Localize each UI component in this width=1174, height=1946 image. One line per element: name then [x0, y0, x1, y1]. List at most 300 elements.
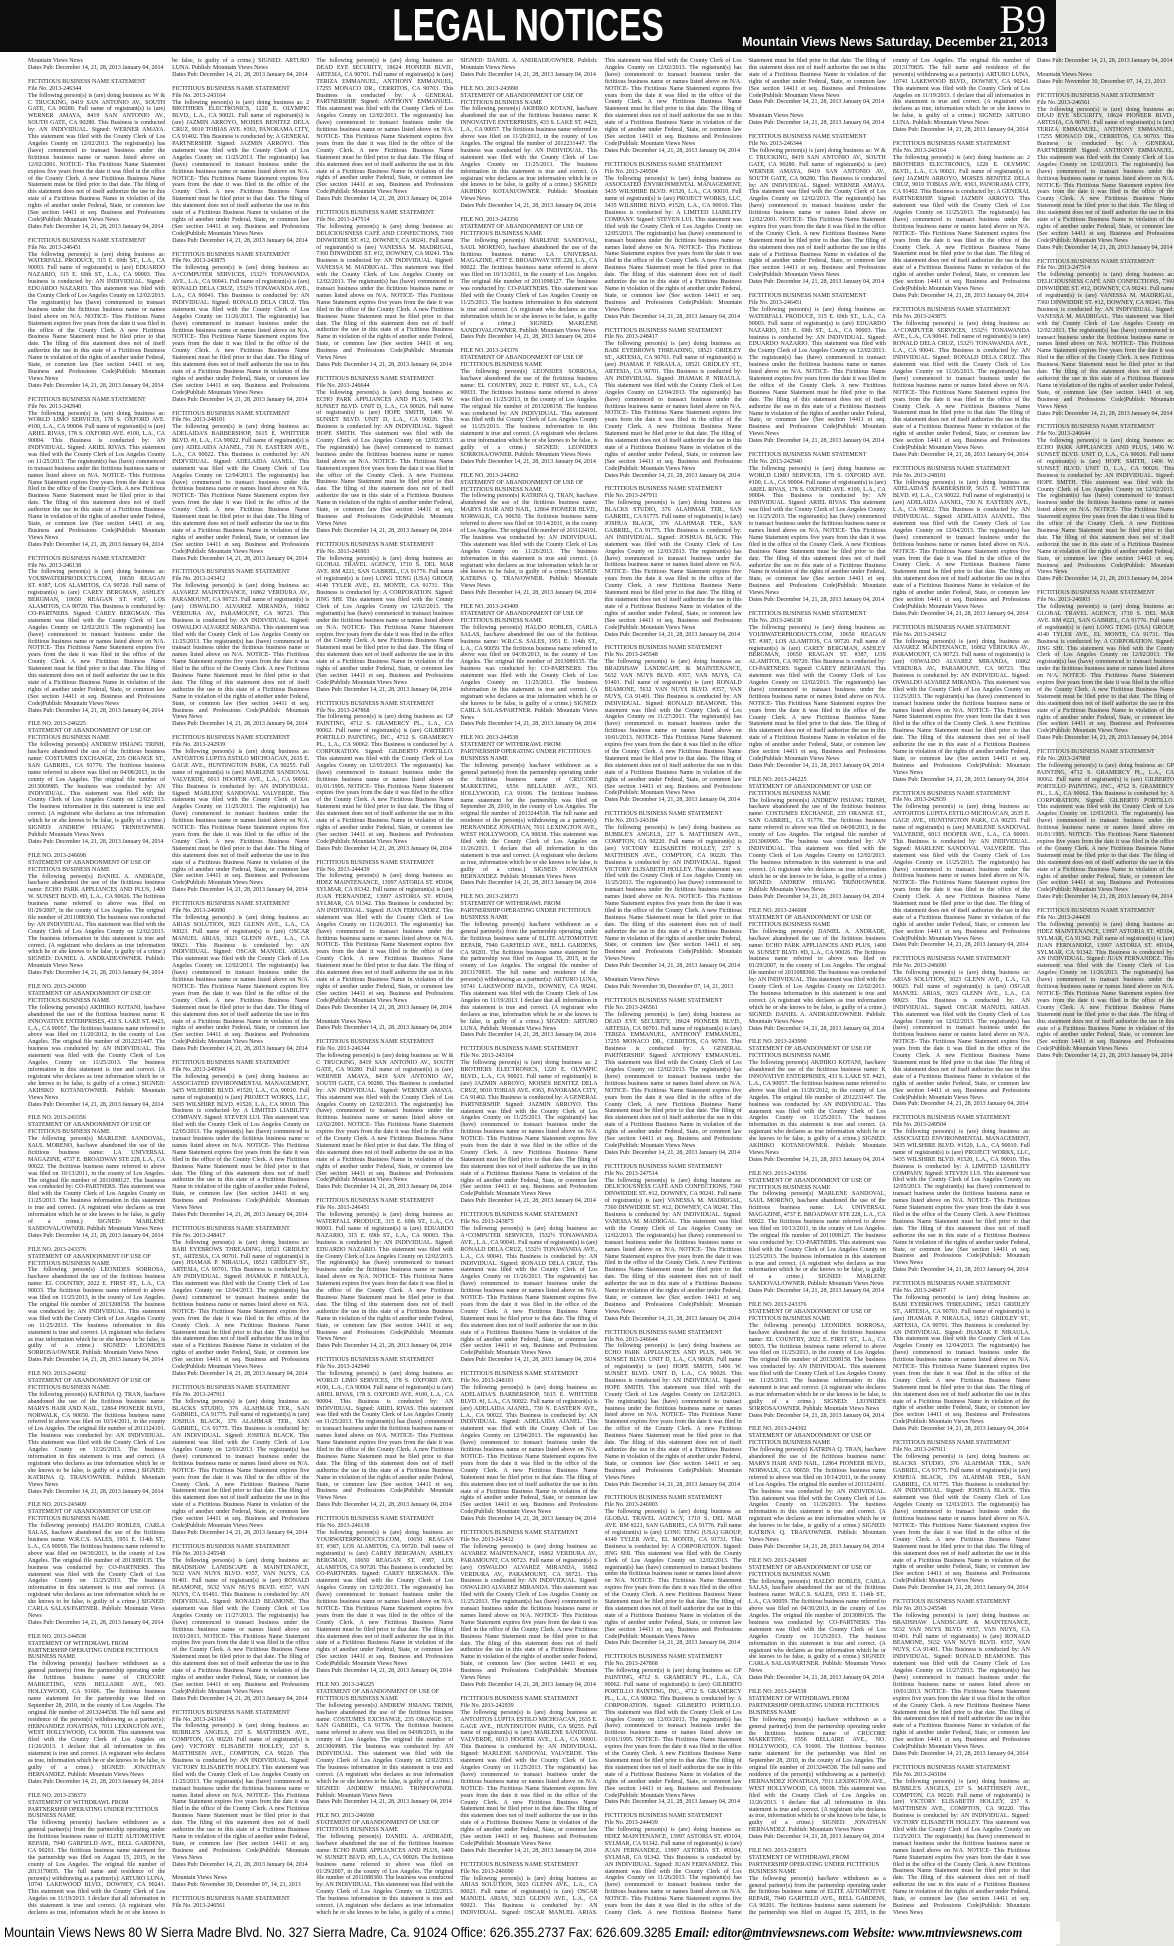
notice-heading: FICTITIOUS BUSINESS NAME STATEMENT — [604, 327, 723, 334]
notice-dates-pub: Dates Pub: December 14, 21, 28, 2013 January 04, 2014 — [1036, 894, 1173, 901]
notice-heading: STATEMENT OF ABANDONMENT OF USE OF FICTITIOUS BUSINESS NAME — [28, 859, 151, 873]
legal-notice — [172, 1060, 309, 1219]
legal-notice — [1037, 259, 1174, 418]
notice-body: The following person(s) is (are) doing business as: DELICIOUSNESS CAFÉ AND CONFECTIONS, 7360 DINWIDDIE ST. #12, DOWNEY, CA 90241. Full name of registrant(s) is (are) VANESSA M. MADRIGAL, 7360 DINWIDDIE ST. #12, DOWNEY, CA 90241. This Business is conducted by: AN INDIVIDUAL. Signed: VANESSA M. MADRIGAL. This statement was filed with the County Clerk of Los Angeles County on 12/02/2013. The registrant(s) has (have) commenced to transact business under the fictitious business name or names listed above on N/A. NOTICE- This Fictitious Name Statement expires five years from the date it was filed in the office of the County Clerk. A new Fictitious Business Name Statement must be filed prior to that date. The filing of this statement does not of itself authorize the use in this state of a Fictitious Business Name in violation of the rights of another under Federal, State, or common law (See section 14411 et seq. Business and Professions Code)Publish: Mountain Views News — [1036, 272, 1174, 410]
legal-notice — [316, 542, 453, 694]
notice-heading: FICTITIOUS BUSINESS NAME STATEMENT — [892, 790, 1011, 797]
notice-heading: File No. 2013-248417 — [892, 1288, 947, 1295]
notice-dates-pub: Dates Pub: December 14, 21, 28, 2013 January 04, 2014 — [172, 396, 308, 403]
notice-heading: File No. 2013-247514 — [316, 216, 370, 223]
notice-dates-pub: Dates Pub: December 14, 21, 28, 2013 January 04, 2014 — [28, 1778, 164, 1785]
notice-body: The following person(s) ANDREW HSIANG TRINH, has/have abandoned the use of the fictitious business name: COSTUMES EXCHANGE, 235 ORANGE ST., SAN GABRIEL, CA 91776. The fictitious business name referred to above was filed on 04/08/2013, in the county of Los Angeles. The original file number of 2013069985. The business was conducted by: AN INDIVIDUAL. This statement was filed with the County Clerk of Los Angeles County on 12/02/2013. The business information in this statement is true and correct. (A registrant who declares as true information which he or she knows to be false, is guilty of a crime.) SIGNED: ANDREW HSIANG TRINH/OWNER. Publish: Mountain Views News — [28, 742, 166, 838]
notice-dates-pub: Dates Pub: December 14, 21, 28, 2013 January 04, 2014 — [748, 279, 885, 286]
legal-notice — [605, 977, 742, 991]
notice-dates-pub: Dates Pub: December 14, 21, 28, 2013 January 04, 2014 — [460, 334, 596, 341]
notice-heading: FICTITIOUS BUSINESS NAME STATEMENT — [1036, 590, 1155, 597]
notice-heading: File No. 2013-247868 — [1036, 756, 1091, 763]
notice-dates-pub: Dates Pub: December 14, 21, 28, 2013 January 04, 2014 — [28, 382, 164, 389]
notice-heading: File No. 2013-246138 — [28, 562, 82, 569]
notice-body: The following person(s) is (are) doing business as: GLOBAL TRAVEL AGENCY, 1710 S. DEL MAR AVE. RM #221, SAN GABRIEL, CA 91776. Full name of registrant(s) is (are) LONG TENG (USA) GROUP, 4140 TYLER AVE., EL MONTE, CA 91731. This Business is conducted by: A CORPORATION. Signed: JING SHI. This statement was filed with the County Clerk of Los Angeles County on 12/02/2013. The registrant(s) has (have) commenced to transact business under the fictitious business name or names listed above on N/A. NOTICE- This Fictitious Name Statement expires five years from the date it was filed in the office of the County Clerk. A new Fictitious Business Name Statement must be filed prior to that date. The filing of this statement does not of itself authorize the use in this state of a Fictitious Business Name in violation of the rights of another under Federal, State, or common law (See section 14411 et seq. Business and Professions Code)Publish: Mountain Views News — [316, 555, 454, 686]
notice-body: The following person(s) is (are) doing business as: W & C TRUCKING, 8419 SAN ANTONIO AV., SOUTH GATE, CA 90280. Full name of registrant(s) is (are) WERNER AMAYA, 8419 SAN ANTONIO AV., SOUTH GATE, CA 90280. This Business is conducted by: AN INDIVIDUAL. Signed: WERNER AMAYA. This statement was filed with the County Clerk of Los Angeles County on 12/02/2013. The registrant(s) has (have) commenced to transact business under the fictitious business name or names listed above on 12/02/2001. NOTICE- This Fictitious Name Statement expires five years from the date it was filed in the office of the County Clerk. A new Fictitious Business Name Statement must be filed prior to that date. The filing of this statement does not of itself authorize the use in this state of a Fictitious Business Name in violation of the rights of another under Federal, State, or common law (See section 14411 et seq. Business and Professions Code)Publish: Mountain Views News — [28, 92, 166, 223]
notice-heading: FICTITIOUS BUSINESS NAME STATEMENT — [892, 624, 1011, 631]
notice-body: The following person(s) is (are) doing business as: ADELAIDA'S BARBERSHOP, 5615 E. WHITTIER BLVD. #J, L.A., CA 90022. Full name of registrant(s) is (are) ADELAIDA AJANEL, 730 N. EASTERN AVE., L.A., CA 90022. This Business is conducted by: AN INDIVIDUAL. Signed: ADELAIDA AJANEL. This statement was filed with the County Clerk of Los Angeles County on 12/04/2013. The registrant(s) has (have) commenced to transact business under the fictitious business name or names listed above on N/A. NOTICE- This Fictitious Name Statement expires five years from the date it was filed in the office of the County Clerk. A new Fictitious Business Name Statement must be filed prior to that date. The filing of this statement does not of itself authorize the use in this state of a Fictitious Business Name in violation of the rights of another under Federal, State, or common law (See section 14411 et seq. Business and Professions Code)Publish: Mountain Views News — [460, 1384, 598, 1516]
notice-dates-pub: Dates Pub: December 14, 21, 28, 2013 January 04, 2014 — [748, 597, 885, 604]
legal-notice — [172, 1226, 309, 1378]
legal-notice — [749, 1558, 886, 1682]
notice-heading: FICTITIOUS BUSINESS NAME STATEMENT — [604, 811, 723, 818]
legal-notice — [316, 1198, 453, 1350]
notice-dates-pub: Dates Pub: December 14, 21, 28, 2013 January 04, 2014 — [28, 970, 164, 977]
notice-heading: FILE NO. 2013-244538 — [460, 735, 519, 742]
notice-heading: File No. 2013-243875 — [172, 258, 226, 265]
notice-body: The following person(s) is (are) doing business as: ASSOCIATED ENVIRONMENTAL MANAGEMENT, 3435 WILSHIRE BLVD. #1520, L.A., CA 90010. Full name of registrant(s) is (are) PROJECT WORKS, LLC, 3435 WILSHIRE BLVD. #1520, L.A., CA 90010. This Business is conducted by: A LIMITED LIABILITY COMPANY. Signed: STEVEN LUI. This statement was filed with the County Clerk of Los Angeles County on 12/05/2013. The registrant(s) has (have) commenced to transact business under the fictitious business name or names listed above on N/A. NOTICE- This Fictitious Name Statement expires five years from the date it was filed in the office of the County Clerk. A new Fictitious Business Name Statement must be filed prior to that date. The filing of this statement does not of itself authorize the use in this state of a Fictitious Business Name in violation of the rights of another under Federal, State, or common law (See section 14411 et seq. Business and Professions Code)Publish: Mountain Views News — [604, 175, 742, 313]
notice-heading: FICTITIOUS BUSINESS NAME STATEMENT — [748, 134, 867, 141]
notice-heading: FILE NO. 2013-244392 — [748, 1426, 807, 1433]
notice-body: The following person(s) LEONIDES SORROSA, has/have abandoned the use of the fictitious business name: EL COUNTRY, 2022 E. FIRST ST., L.A., CA 90033. The fictitious business name referred to above was filed on 11/25/2013, in the county of Los Angeles. The original file number of 2013208158. The business was conducted by: AN INDIVIDUAL. This statement was filed with the County Clerk of Los Angeles County on 11/25/2013. The business information in this statement is true and correct. (A registrant who declares as true information which he or she knows to be false, is guilty of a crime.) SIGNED: LEONIDES SORROSA/OWNER. Publish: Mountain Views News — [748, 1322, 886, 1412]
notice-heading: FILE NO. 2013-238373 — [460, 894, 519, 901]
legal-notice — [605, 645, 742, 804]
notice-body: The following person(s) HALDO ROBLES, CARLA SALAS, has/have abandoned the use of the fictitious business name: W.R.C.S. SALES, 1951 E. 114th ST., L.A., CA 90059. The fictitious business name referred to above was filed on 04/30/2013, in the county of Los Angeles. The original file number of 2013089135. The business was conducted by: CO-PARTNERS. This statement was filed with the County Clerk of Los Angeles County on 11/25/2013. The business information in this statement is true and correct. (A registrant who declares as true information which he or she knows to be false, is guilty of a crime.) SIGNED: CARLA SALAS/PARTNER. Publish: Mountain Views News — [460, 624, 598, 721]
notice-heading: FICTITIOUS BUSINESS NAME STATEMENT — [172, 1896, 290, 1903]
notices-flow — [28, 58, 1174, 1920]
notice-heading: FICTITIOUS BUSINESS NAME STATEMENT — [460, 1046, 579, 1053]
notice-body: The following person(s) is (are) doing business as: ALVAREZ MAINTENANCE, 16862 VERDURA AV., PARAMOUNT, CA 90723. Full name of registrant(s) is (are) OSWALDO ALVAREZ MIRANDA, 16862 VERDURA AV., PARAMOUNT, CA 90723. This Business is conducted by: AN INDIVIDUAL. Signed: OSWALDO ALVAREZ MIRANDA. This statement was filed with the County Clerk of Los Angeles County on 11/25/2013. The registrant(s) has (have) commenced to transact business under the fictitious business name or names listed above on N/A. NOTICE- This Fictitious Name Statement expires five years from the date it was filed in the office of the County Clerk. A new Fictitious Business Name Statement must be filed prior to that date. The filing of this statement does not of itself authorize the use in this state of a Fictitious Business Name in violation of the rights of another under Federal, State, or common law (See section 14411 et seq. Business and Professions Code)Publish: Mountain Views News — [892, 638, 1030, 776]
notice-heading: STATEMENT OF ABANDONMENT OF USE OF FICTITIOUS BUSINESS NAME — [460, 92, 584, 106]
notice-body: The following person(s) is (are) doing business as: BUBBLE'S ANGELS, 237 S. MATTHISEN AVE., COMPTON, CA 90220. Full name of registrant(s) is (are) VICTORY ELISABETH HOLLEY, 237 S. MATTHISEN AVE., COMPTON, CA 90220. This Business is conducted by: AN INDIVIDUAL. Signed: VICTORY ELISABETH HOLLEY. This statement was filed with the County Clerk of Los Angeles County on 11/25/2013. The registrant(s) has (have) commenced to transact business under the fictitious business name or names listed above on N/A. NOTICE- This Fictitious Name Statement expires five years from the date it was filed in the office of the County Clerk. A new Fictitious Business Name Statement must be filed prior to that date. The filing of this statement does not of itself authorize the use in this state of a Fictitious Business Name in violation of the rights of another under Federal, State, or common law (See section 14411 et seq. Business and Professions Code)Publish: Mountain Views News — [604, 825, 742, 963]
notice-heading: File No. 2013-248101 — [172, 417, 226, 424]
notice-body: The following person(s) is (are) doing business as: 2 BROTHERS ELECTRONICS, 1220 E. OLYMPIC BLVD., L.A., CA 90021. Full name of registrant(s) is (are) JAZMIN ARROYO, MOISES BENITEZ DELA CRUZ, 9010 TOBIAS AVE. #363, PANORAMA CITY, CA 91402. This Business is conducted by: A GENERAL PARTNERSHIP. Signed: JAZMIN ARROYO. This statement was filed with the County Clerk of Los Angeles County on 11/25/2013. The registrant(s) has (have) commenced to transact business under the fictitious business name or names listed above on N/A. NOTICE- This Fictitious Name Statement expires five years from the date it was filed in the office of the County Clerk. A new Fictitious Business Name Statement must be filed prior to that date. The filing of this statement does not of itself authorize the use in this state of a Fictitious Business Name in violation of the rights of another under Federal, State, or common law (See section 14411 et seq. Business and Professions Code)Publish: Mountain Views News — [892, 154, 1030, 292]
notice-heading: FILE NO. 2013-243356 — [748, 1170, 807, 1177]
notice-heading: File No. 2013-243875 — [460, 1219, 514, 1226]
legal-notice — [749, 908, 886, 1032]
notice-body: The following person(s) MARLENE SANDOVAL, SAUL MORENO, has/have abandoned the use of the fictitious business name: LA UNIVERSAL MAGAZINE, 4737 E. BROADWAY STE 228, L.A., CA 90022. The fictitious business name referred to above was filed on 10/13/2011, in the county of Los Angeles. The original file number of 2011098127. The business was conducted by: CO-PARTNERS. This statement was filed with the County Clerk of Los Angeles County on 11/25/2013. The business information in this statement is true and correct. (A registrant who declares as true information which he or she knows to be false, is guilty of a crime.) SIGNED: MARLENE SANDOVAL/OWNER. Publish: Mountain Views News — [28, 1136, 166, 1232]
notice-heading: FICTITIOUS BUSINESS NAME STATEMENT — [172, 85, 290, 92]
notice-heading: FICTITIOUS BUSINESS NAME STATEMENT — [1036, 908, 1155, 915]
notice-heading: File No. 2013-244439 — [604, 1820, 658, 1827]
legal-notice — [460, 473, 597, 597]
footer-bar — [0, 1922, 1060, 1944]
legal-notice — [172, 1385, 309, 1537]
notice-heading: File No. 2013-247911 — [172, 1391, 226, 1398]
notice-heading: File No. 2013-246344 — [316, 1046, 370, 1053]
notice-body: The following person(s) is (are) doing business as: ANTOJITOS LUPITA ESTILO MICHOACAN, 2635 E. GAGE AVE., HUNTINGTON PARK, CA 90255. Full name of registrant(s) is (are) MARLENE SANDOVAL VALVERDE, 6013 HOOPER AVE., L.A., CA 90001. This Business is conducted by: AN INDIVIDUAL. Signed: MARLENE SANDOVAL VALVERDE. This statement was filed with the County Clerk of Los Angeles County on 11/25/2013. The registrant(s) has (have) commenced to transact business under the fictitious business name or names listed above on N/A. NOTICE- This Fictitious Name Statement expires five years from the date it was filed in the office of the County Clerk. A new Fictitious Business Name Statement must be filed prior to that date. The filing of this statement does not of itself authorize the use in this state of a Fictitious Business Name in violation of the rights of another under Federal, State, or common law (See section 14411 et seq. Business and Professions Code)Publish: Mountain Views News — [460, 1709, 598, 1847]
notice-dates-pub: Dates Pub: December 14, 21, 28, 2013 January 04, 2014 — [316, 686, 452, 693]
legal-notice — [749, 1039, 886, 1163]
notice-body: The following person(s) is (are) doing business as: BABI EYEBROWS THREADING, 18521 GRIDLEY ST., ARTESIA, CA 90701. Full name of registrant(s) is (are) JHAMAK P. NIRAULA, 18521 GRIDLEY ST., ARTESIA, CA 90701. This Business is conducted by: AN INDIVIDUAL. Signed: JHAMAK P. NIRAULA. This statement was filed with the County Clerk of Los Angeles County on 12/04/2013. The registrant(s) has (have) commenced to transact business under the fictitious business name or names listed above on N/A. NOTICE- This Fictitious Name Statement expires five years from the date it was filed in the office of the County Clerk. A new Fictitious Business Name Statement must be filed prior to that date. The filing of this statement does not of itself authorize the use in this state of a Fictitious Business Name in violation of the rights of another under Federal, State, or common law (See section 14411 et seq. Business and Professions Code)Publish: Mountain Views News — [892, 1294, 1030, 1426]
notice-body: The following person(s) is (are) doing business as: ARIAS SOLUTION, 3023 GLENN AVE., L.A., CA 90023. Full name of registrant(s) is (are) OSCAR MANUEL ARIAS, 3023 GLENN AVE., L.A., CA 90023. This Business is conducted by: AN INDIVIDUAL. Signed: OSCAR MANUEL ARIAS. This statement was filed with the County Clerk of Los Angeles County on 12/02/2013. The registrant(s) has (have) commenced to transact business under the fictitious business name or names listed above on N/A. NOTICE- This Fictitious Name Statement expires five years from the date it was filed in the office of the County Clerk. A new Fictitious Business Name Statement must be filed prior to that date. The filing of this statement does not of itself authorize the use in this state of a Fictitious Business Name in violation of the rights of another under Federal, State, or common law (See section 14411 et seq. Business and Professions Code)Publish: Mountain Views News — [892, 970, 1030, 1101]
notice-heading: STATEMENT OF WITHDRAWL FROM PARTNERSHIP OPERATING UNDER FICTITIOUS BUSINESS NAME — [460, 901, 591, 922]
notice-heading: FILE NO. 2013-244392 — [28, 1371, 86, 1378]
notice-body: The following person(s) is (are) doing business as: BLACKS STUDIO, 376 ALAHMAR TER., SAN GABRIEL, CA 91775. Full name of registrant(s) is (are) JOSHUA BLACK, 376 ALAHMAR TER., SAN GABRIEL, CA 91775. This Business is conducted by: AN INDIVIDUAL. Signed: JOSHUA BLACK. This statement was filed with the County Clerk of Los Angeles County on 12/03/2013. The registrant(s) has (have) commenced to transact business under the fictitious business name or names listed above on N/A. NOTICE- This Fictitious Name Statement expires five years from the date it was filed in the office of the County Clerk. A new Fictitious Business Name Statement must be filed prior to that date. The filing of this statement does not of itself authorize the use in this state of a Fictitious Business Name in violation of the rights of another under Federal, State, or common law (See section 14411 et seq. Business and Professions Code)Publish: Mountain Views News — [892, 1453, 1030, 1585]
legal-notice — [749, 1689, 886, 1841]
notice-heading: FILE NO. 2013-243990 — [460, 85, 519, 92]
notice-heading: STATEMENT OF WITHDRAWL FROM PARTNERSHIP OPERATING UNDER FICTITIOUS BUSINESS NAME — [28, 1799, 159, 1820]
notice-body: The following person(s) is (are) doing business as: WORLD LIMO SERVICES, 178 S. OXFORD AVE. #100, L.A., CA 90004. Full name of registrant(s) is (are) ARIEL RIVAS, 178 S. OXFORD AVE. #100, L.A., CA 90004. This Business is conducted by: AN INDIVIDUAL. Signed: ARIEL RIVAS. This statement was filed with the County Clerk of Los Angeles County on 11/25/2013. The registrant(s) has (have) commenced to transact business under the fictitious business name or names listed above on N/A. NOTICE- This Fictitious Name Statement expires five years from the date it was filed in the office of the County Clerk. A new Fictitious Business Name Statement must be filed prior to that date. The filing of this statement does not of itself authorize the use in this state of a Fictitious Business Name in violation of the rights of another under Federal, State, or common law (See section 14411 et seq. Business and Professions Code)Publish: Mountain Views News — [748, 465, 886, 597]
notice-body: Mountain Views News — [172, 1875, 227, 1882]
legal-notice — [893, 466, 1030, 618]
notice-dates-pub: Dates Pub: December 14, 21, 28, 2013 January 04, 2014 — [460, 880, 596, 887]
notice-heading: STATEMENT OF ABANDONMENT OF USE OF FICTITIOUS BUSINESS NAME — [748, 1177, 872, 1191]
legal-notice — [28, 984, 165, 1108]
notice-dates-pub: Dates Pub: December 14, 21, 28, 2013 January 04, 2014 — [28, 64, 164, 71]
legal-notice — [28, 1247, 165, 1364]
notice-heading: File No. 2013-246644 — [1036, 431, 1091, 438]
legal-notice — [172, 735, 309, 894]
notice-dates-pub: Dates Pub: December 14, 21, 28, 2013 January 04, 2014 — [316, 1799, 452, 1806]
notice-dates-pub: Dates Pub: December 14, 21, 28, 2013 January 04, 2014 — [28, 707, 164, 714]
notice-body: The following person(s) DANIEL A. ANDRADE, has/have abandoned the use of the fictitious business name: ECHO PARK APPLIANCES AND PLUS, 1400 W. SUNSET BLVD. #D, L.A., CA 90026. The fictitious business name referred to above was filed on 01/29/2007, in the county of Los Angeles. The original file number of 2011088360. The business was conducted by: AN INDIVIDUAL. This statement was filed with the County Clerk of Los Angeles County on 12/02/2013. The business information in this statement is true and correct. (A registrant who declares as true information which he or she knows to be false, is guilty of a crime.) SIGNED: DANIEL A. ANDRADE/OWNER. Publish: Mountain Views News — [316, 58, 598, 1916]
notice-heading: File No. 2013-246451 — [28, 244, 82, 251]
notice-body: The following person(s) has/have withdrawn as a general partner(s) from the partnership operating under the fictitious business name of CRUCORE MARKETING, 6556 BELLAIRE AVE., NO. HOLLYWOOD, CA 91606. The fictitious business name statement for the partnership was filed on September 28, 2010, in the county of Los Angeles. The original file number of 2013244538. The full name and residence of the person(s) withdrawing as a partner(s): HERNANDEZ JONATHAN, 7011 LEXINGTON AVE., WEST HOLLYWOOD, CA 90038. This statement was filed with the County Clerk of Los Angeles on 11/26/2013. I declare that all information in this statement is true and correct. (A registrant who declares as true, information which he or she knows to be false, is guilty of a crime.) SIGNED: JONATHAN HERNANDEZ. Publish: Mountain Views News — [460, 763, 598, 880]
notice-heading: STATEMENT OF WITHDRAWL FROM PARTNERSHIP OPERATING UNDER FICTITIOUS BUSINESS NAME — [28, 1640, 159, 1661]
notice-heading: File No. 2013-243164 — [460, 1053, 514, 1060]
legal-notice — [749, 113, 886, 127]
notice-dates-pub: Dates Pub: December 14, 21, 28, 2013 January 04, 2014 — [172, 1861, 308, 1868]
notice-heading: FICTITIOUS BUSINESS NAME STATEMENT — [604, 1163, 723, 1170]
legal-notice — [460, 1371, 597, 1523]
page-number: B9 — [999, 0, 1046, 42]
notice-dates-pub: Dates Pub: December 14, 21, 28, 2013 January 04, 2014 — [460, 458, 596, 465]
notice-body: The following person(s) is (are) doing business as: A+COMPUTER SERVICES, 1532½ TONAWANDA AVE., L.A., CA 90041. Full name of registrant(s) is (are) RONALD DELA CRUZ, 1532½ TONAWANDA AVE., L.A., CA 90041. This Business is conducted by: AN INDIVIDUAL. Signed: RONALD DELA CRUZ. This statement was filed with the County Clerk of Los Angeles County on 11/26/2013. The registrant(s) has (have) commenced to transact business under the fictitious business name or names listed above on N/A. NOTICE- This Fictitious Name Statement expires five years from the date it was filed in the office of the County Clerk. A new Fictitious Business Name Statement must be filed prior to that date. The filing of this statement does not of itself authorize the use in this state of a Fictitious Business Name in violation of the rights of another under Federal, State, or common law (See section 14411 et seq. Business and Professions Code)Publish: Mountain Views News — [460, 1226, 598, 1357]
notice-heading: FILE NO. 2013-246698 — [316, 1813, 375, 1820]
notice-body: The following person(s) has/have withdrawn as a general partner(s) from the partnership operating under the fictitious business name of ELITE AUTOMOTIVE REPAIR, 7940 GARFIELD AVE., BELL GARDENS, CA 90201. The fictitious business name statement for the partnership was filed on August 15, 2015, in the county of Los Angeles. The original file number of 2013170835. The full name and residence of the person(s) withdrawing as a partner(s): ARTURO LUNA, 10741 LAKEWOOD BLVD., DOWNEY, CA 90241. This statement was filed with the County Clerk of Los Angeles on 11/19/2013. I declare that all information in this statement is true and correct. (A registrant who declares as true, information which he or she knows to be false, is guilty of a crime.) SIGNED: ARTURO LUNA. Publish: Mountain Views News — [748, 58, 1030, 1917]
notice-heading: FICTITIOUS BUSINESS NAME STATEMENT — [892, 140, 1011, 147]
legal-notice — [28, 1502, 165, 1626]
notice-heading: FICTITIOUS BUSINESS NAME STATEMENT — [28, 555, 146, 562]
notice-body: The following person(s) is (are) doing business as: ECHO PARK APPLIANCES AND PLUS, 1406 W. SUNSET BLVD. UNIT D, L.A., CA 90026. Full name of registrant(s) is (are) HOPE SMITH, 1406 W. SUNSET BLVD. UNIT D, L.A., CA 90026. This Business is conducted by: AN INDIVIDUAL. Signed: HOPE SMITH. This statement was filed with the County Clerk of Los Angeles County on 12/02/2013. The registrant(s) has (have) commenced to transact business under the fictitious business name or names listed above on N/A. NOTICE- This Fictitious Name Statement expires five years from the date it was filed in the office of the County Clerk. A new Fictitious Business Name Statement must be filed prior to that date. The filing of this statement does not of itself authorize the use in this state of a Fictitious Business Name in violation of the rights of another under Federal, State, or common law (See section 14411 et seq. Business and Professions Code)Publish: Mountain Views News — [604, 1343, 742, 1481]
legal-notice — [605, 486, 742, 638]
legal-notice — [749, 293, 886, 445]
notice-dates-pub: Dates Pub: December 14, 21, 28, 2013 January 04, 2014 — [604, 1481, 741, 1488]
legal-notice — [1037, 749, 1174, 901]
notice-heading: FILE NO. 2013-246225 — [316, 1682, 375, 1688]
notice-heading: STATEMENT OF WITHDRAWL FROM PARTNERSHIP OPERATING UNDER FICTITIOUS BUSINESS NAME — [748, 1696, 880, 1716]
notice-body: The following person(s) is (are) doing business as: YOURWATERPRODUCTS.COM, 10650 REAGAN ST. #387, LOS ALAMITOS, CA 90720. Full name of registrant(s) is (are) CAREY BERGMAN, ASHLEY BERGMAN, 10650 REAGAN ST. #387, LOS ALAMITOS, CA 90720. This Business is conducted by: CO-PARTNERS. Signed: CAREY BERGMAN. This statement was filed with the County Clerk of Los Angeles County on 12/02/2013. The registrant(s) has (have) commenced to transact business under the fictitious business name or names listed above on N/A. NOTICE- This Fictitious Name Statement expires five years from the date it was filed in the office of the County Clerk. A new Fictitious Business Name Statement must be filed prior to that date. The filing of this statement does not of itself authorize the use in this state of a Fictitious Business Name in violation of the rights of another under Federal, State, or common law (See section 14411 et seq. Business and Professions Code)Publish: Mountain Views News — [316, 1529, 454, 1668]
legal-notice — [1037, 590, 1174, 742]
notice-body: The following person(s) KATRINA Q. TRAN, has/have abandoned the use of the fictitious business name: MARYS HAIR AND NAIL, 12864 PIONEER BLVD., NORWALK, CA 90650. The fictitious business name referred to above was filed on 10/14/2011, in the county of Los Angeles. The original file number of 2011124191. The business was conducted by: AN INDIVIDUAL. This statement was filed with the County Clerk of Los Angeles County on 11/26/2013. The business information in this statement is true and correct. (A registrant who declares as true information which he or she knows to be false, is guilty of a crime.) SIGNED: KATRINA Q. TRAN/OWNER. Publish: Mountain Views News — [748, 1447, 886, 1543]
legal-notice — [28, 556, 165, 715]
legal-notice — [460, 1696, 597, 1855]
notice-body: The following person(s) is (are) doing business as: DELICIOUSNESS CAFÉ AND CONFECTIONS, 7360 DINWIDDIE ST. #12, DOWNEY, CA 90241. Full name of registrant(s) is (are) VANESSA M. MADRIGAL, 7360 DINWIDDIE ST. #12, DOWNEY, CA 90241. This Business is conducted by: AN INDIVIDUAL. Signed: VANESSA M. MADRIGAL. This statement was filed with the County Clerk of Los Angeles County on 12/02/2013. The registrant(s) has (have) commenced to transact business under the fictitious business name or names listed above on N/A. NOTICE- This Fictitious Name Statement expires five years from the date it was filed in the office of the County Clerk. A new Fictitious Business Name Statement must be filed prior to that date. The filing of this statement does not of itself authorize the use in this state of a Fictitious Business Name in violation of the rights of another under Federal, State, or common law (See section 14411 et seq. Business and Professions Code)Publish: Mountain Views News — [604, 1177, 742, 1315]
legal-notice — [605, 1495, 742, 1647]
notice-heading: FICTITIOUS BUSINESS NAME STATEMENT — [316, 700, 434, 707]
notice-heading: STATEMENT OF ABANDONMENT OF USE OF FICTITIOUS BUSINESS NAME — [748, 1046, 872, 1060]
notice-heading: FILE NO. 2013-238373 — [748, 1848, 807, 1855]
legal-notice — [1037, 93, 1174, 252]
notice-body: The following person(s) is (are) doing business as: W & C TRUCKING, 8419 SAN ANTONIO AV., SOUTH GATE, CA 90280. Full name of registrant(s) is (are) WERNER AMAYA, 8419 SAN ANTONIO AV., SOUTH GATE, CA 90280. This Business is conducted by: AN INDIVIDUAL. Signed: WERNER AMAYA. This statement was filed with the County Clerk of Los Angeles County on 12/02/2013. The registrant(s) has (have) commenced to transact business under the fictitious business name or names listed above on 12/02/2001. NOTICE- This Fictitious Name Statement expires five years from the date it was filed in the office of the County Clerk. A new Fictitious Business Name Statement must be filed prior to that date. The filing of this statement does not of itself authorize the use in this state of a Fictitious Business Name in violation of the rights of another under Federal, State, or common law (See section 14411 et seq. Business and Professions Code)Publish: Mountain Views News — [316, 1053, 454, 1184]
notice-heading: STATEMENT OF ABANDONMENT OF USE OF FICTITIOUS BUSINESS NAME — [460, 479, 584, 493]
notice-body: The following person(s) is (are) doing business as: DELICIOUSNESS CAFÉ AND CONFECTIONS, 7360 DINWIDDIE ST. #12, DOWNEY, CA 90241. Full name of registrant(s) is (are) VANESSA M. MADRIGAL, 7360 DINWIDDIE ST. #12, DOWNEY, CA 90241. This Business is conducted by: AN INDIVIDUAL. Signed: VANESSA M. MADRIGAL. This statement was filed with the County Clerk of Los Angeles County on 12/02/2013. The registrant(s) has (have) commenced to transact business under the fictitious business name or names listed above on N/A. NOTICE- This Fictitious Name Statement expires five years from the date it was filed in the office of the County Clerk. A new Fictitious Business Name Statement must be filed prior to that date. The filing of this statement does not of itself authorize the use in this state of a Fictitious Business Name in violation of the rights of another under Federal, State, or common law (See section 14411 et seq. Business and Professions Code)Publish: Mountain Views News — [316, 223, 454, 362]
notice-dates-pub: Dates Pub: December 14, 21, 28, 2013 January 04, 2014 — [748, 1288, 885, 1295]
notice-body: The following person(s) is (are) doing business as: DEAD EYE SECURITY, 18624 PIONEER BLVD., ARTESIA, CA 90701. Full name of registrant(s) is (are) TERIZA EMMANUEL, ANTHONY EMMANUEL, 17255 MONACO DR., CERRITOS, CA 90703. This Business is conducted by: A GENERAL PARTNERSHIP. Signed: ANTHONY EMMANUEL. This statement was filed with the County Clerk of Los Angeles County on 12/02/2013. The registrant(s) has (have) commenced to transact business under the fictitious business name or names listed above on N/A. NOTICE- This Fictitious Name Statement expires five years from the date it was filed in the office of the County Clerk. A new Fictitious Business Name Statement must be filed prior to that date. The filing of this statement does not of itself authorize the use in this state of a Fictitious Business Name in violation of the rights of another under Federal, State, or common law (See section 14411 et seq. Business and Professions Code)Publish: Mountain Views News — [604, 1011, 742, 1149]
legal-notice — [749, 777, 886, 901]
masthead-dateline: Mountain Views News Saturday, December 21, 2013 — [742, 35, 1048, 49]
notice-dates-pub: Dates Pub: December 14, 21, 28, 2013 January 04, 2014 — [748, 1025, 885, 1032]
notice-dates-pub: Dates Pub: December 14, 21, 28, 2013 January 04, 2014 — [460, 721, 596, 728]
legal-notice — [28, 721, 165, 845]
notice-dates-pub: Dates Pub: December 14, 21, 28, 2013 January 04, 2014 — [172, 1046, 308, 1053]
legal-notice — [172, 252, 309, 404]
legal-notice — [605, 811, 742, 970]
notice-dates-pub: Dates Pub: December 14, 21, 28, 2013 January 04, 2014 — [172, 1212, 308, 1218]
notice-heading: STATEMENT OF ABANDONMENT OF USE OF FICTITIOUS BUSINESS NAME — [460, 610, 584, 624]
notice-heading: FILE NO. 2013-244392 — [460, 472, 519, 479]
notice-dates-pub: Dates Pub: December 14, 21, 28, 2013 January 04, 2014 — [892, 610, 1029, 617]
legal-notice — [28, 1371, 165, 1495]
notice-body: Mountain Views News — [316, 1018, 372, 1025]
notice-heading: FICTITIOUS BUSINESS NAME STATEMENT — [316, 1198, 434, 1205]
notice-dates-pub: Dates Pub: December 14, 21, 28, 2013 January 04, 2014 — [604, 631, 741, 638]
notice-heading: File No. 2013-243412 — [172, 576, 226, 583]
legal-notice — [172, 1875, 309, 1889]
notice-heading: FICTITIOUS BUSINESS NAME STATEMENT — [28, 78, 146, 85]
notice-heading: FICTITIOUS BUSINESS NAME STATEMENT — [172, 735, 290, 742]
notice-dates-pub: Dates Pub: December 14, 21, 28, 2013 January 04, 2014 — [28, 223, 164, 230]
notice-dates-pub: Dates Pub: December 14, 21, 28, 2013 January 04, 2014 — [28, 1232, 164, 1239]
notice-heading: FICTITIOUS BUSINESS NAME STATEMENT — [460, 1530, 579, 1537]
notice-dates-pub: Dates Pub: December 14, 21, 28, 2013 January 04, 2014 — [28, 1619, 164, 1626]
legal-notice — [172, 901, 309, 1053]
notice-heading: File No. 2013-248417 — [172, 1232, 226, 1239]
notice-body: The following person(s) has/have withdrawn as a general partner(s) from the partnership operating under the fictitious business name of ELITE AUTOMOTIVE REPAIR, 7940 GARFIELD AVE., BELL GARDENS, CA 90201. The fictitious business name statement for the partnership was filed on August 15, 2015, in the county of Los Angeles. The original file number of 2013170835. The full name and residence of the person(s) withdrawing as a partner(s): ARTURO LUNA, 10741 LAKEWOOD BLVD., DOWNEY, CA 90241. This statement was filed with the County Clerk of Los Angeles on 11/19/2013. I declare that all information in this statement is true and correct. (A registrant who declares as true, information which he or she knows to be false, is guilty of a crime.) SIGNED: ARTURO LUNA. Publish: Mountain Views News — [460, 921, 598, 1032]
notice-heading: File No. 2013-248101 — [892, 472, 947, 479]
notice-body: The following person(s) is (are) doing business as: BLACKS STUDIO, 376 ALAHMAR TER., SAN GABRIEL, CA 91775. Full name of registrant(s) is (are) JOSHUA BLACK, 376 ALAHMAR TER., SAN GABRIEL, CA 91775. This Business is conducted by: AN INDIVIDUAL. Signed: JOSHUA BLACK. This statement was filed with the County Clerk of Los Angeles County on 12/03/2013. The registrant(s) has (have) commenced to transact business under the fictitious business name or names listed above on N/A. NOTICE- This Fictitious Name Statement expires five years from the date it was filed in the office of the County Clerk. A new Fictitious Business Name Statement must be filed prior to that date. The filing of this statement does not of itself authorize the use in this state of a Fictitious Business Name in violation of the rights of another under Federal, State, or common law (See section 14411 et seq. Business and Professions Code)Publish: Mountain Views News — [604, 500, 742, 631]
notice-heading: STATEMENT OF ABANDONMENT OF USE OF FICTITIOUS BUSINESS NAME — [748, 915, 872, 928]
notice-heading: FICTITIOUS BUSINESS NAME STATEMENT — [892, 1440, 1011, 1447]
notice-heading: STATEMENT OF ABANDONMENT OF USE OF FICTITIOUS BUSINESS NAME — [748, 1564, 872, 1578]
notice-heading: File No. 2013-246561 — [172, 1903, 226, 1910]
notice-heading: FICTITIOUS BUSINESS NAME STATEMENT — [316, 1516, 434, 1523]
notice-heading: File No. 2013-246344 — [28, 85, 82, 92]
notice-body: The following person(s) is (are) doing business as: BLACKS STUDIO, 376 ALAHMAR TER., SAN GABRIEL, CA 91775. Full name of registrant(s) is (are) JOSHUA BLACK, 376 ALAHMAR TER., SAN GABRIEL, CA 91775. This Business is conducted by: AN INDIVIDUAL. Signed: JOSHUA BLACK. This statement was filed with the County Clerk of Los Angeles County on 12/03/2013. The registrant(s) has (have) commenced to transact business under the fictitious business name or names listed above on N/A. NOTICE- This Fictitious Name Statement expires five years from the date it was filed in the office of the County Clerk. A new Fictitious Business Name Statement must be filed prior to that date. The filing of this statement does not of itself authorize the use in this state of a Fictitious Business Name in violation of the rights of another under Federal, State, or common law (See section 14411 et seq. Business and Professions Code)Publish: Mountain Views News — [172, 1398, 310, 1529]
notice-heading: FICTITIOUS BUSINESS NAME STATEMENT — [316, 1357, 434, 1364]
notice-heading: FICTITIOUS BUSINESS NAME STATEMENT — [172, 251, 290, 258]
notice-body: The following person(s) DANIEL A. ANDRADE, has/have abandoned the use of the fictitious business name: ECHO PARK APPLIANCES AND PLUS, 1400 W. SUNSET BLVD. #D, L.A., CA 90026. The fictitious business name referred to above was filed on 01/29/2007, in the county of Los Angeles. The original file number of 2011088360. The business was conducted by: AN INDIVIDUAL. This statement was filed with the County Clerk of Los Angeles County on 12/02/2013. The business information in this statement is true and correct. (A registrant who declares as true information which he or she knows to be false, is guilty of a crime.) SIGNED: DANIEL A. ANDRADE/OWNER. Publish: Mountain Views News — [748, 928, 886, 1025]
notice-heading: FICTITIOUS BUSINESS NAME STATEMENT — [172, 901, 290, 908]
legal-notice — [605, 1164, 742, 1323]
footer-website[interactable]: Website: www.mtnviewsnews.com — [852, 1926, 1023, 1941]
footer-contact-text: Mountain Views News 80 W Sierra Madre Blvd. No. 327 Sierra Madre, Ca. 91024 Office: 626.355.2737 Fax: 626.609.3285 — [4, 1924, 675, 1940]
notice-dates-pub: Dates Pub: December 14, 21, 28, 2013 January 04, 2014 — [892, 1585, 1029, 1592]
notice-body: The following person(s) AKIHIKO KOTANI, has/have abandoned the use of the fictitious business name: K INNOVATIVE ENTERPRISES, 433 S. LAKE ST. #423, L.A., CA 90057. The fictitious business name referred to above was filed on 11/20/2012, in the county of Los Angeles. The original file number of 2012231447. The business was conducted by: AN INDIVIDUAL. This statement was filed with the County Clerk of Los Angeles County on 11/25/2013. The business information in this statement is true and correct. (A registrant who declares as true information which he or she knows to be false, is guilty of a crime.) SIGNED: AKIHIKO KOTANI/OWNER. Publish: Mountain Views News — [748, 1060, 886, 1156]
legal-notice — [749, 1302, 886, 1419]
notice-heading: FILE NO. 2013-243409 — [28, 1502, 86, 1509]
notice-body: The following person(s) is (are) doing business as: WATERFALL PRODUCE, 315 E. 69th ST., L.A., CA 90003. Full name of registrant(s) is (are) EDUARDO NAZARIO, 315 E. 69th ST., L.A., CA 90003. This business is conducted by: AN INDIVIDUAL. Signed: EDUARDO NAZARIO. This statement was filed with the County Clerk of Los Angeles County on 12/02/2013. The registrant(s) has (have) commenced to transact business under the fictitious business name or names listed above on N/A. NOTICE- This Fictitious Name Statement expires five years from the date it was filed in the office of the County Clerk. A new Fictitious Business Name Statement must be filed prior to that date. The filing of this statement does not of itself authorize the use in this state of a Fictitious Business Name in violation of the rights of another under Federal, State, or common law (See section 14411 et seq. Business and Professions Code)Publish: Mountain Views News — [748, 306, 886, 438]
legal-notice — [1037, 908, 1174, 1060]
notice-dates-pub: Dates Pub: December 14, 21, 28, 2013 January 04, 2014 — [316, 1004, 452, 1011]
notice-heading: FICTITIOUS BUSINESS NAME STATEMENT — [316, 859, 434, 866]
notice-heading: FICTITIOUS BUSINESS NAME STATEMENT — [604, 1495, 723, 1502]
notice-heading: STATEMENT OF ABANDONMENT OF USE OF FICTITIOUS BUSINESS NAME — [460, 355, 584, 369]
notice-heading: FILE NO. 2013-243409 — [460, 604, 519, 611]
legal-notice — [316, 210, 453, 369]
notice-heading: File No. 2013-245548 — [604, 652, 658, 659]
notice-body: The following person(s) ANDREW HSIANG TRINH, has/have abandoned the use of the fictitious business name: COSTUMES EXCHANGE, 235 ORANGE ST., SAN GABRIEL, CA 91776. The fictitious business name referred to above was filed on 04/08/2013, in the county of Los Angeles. The original file number of 2013069985. The business was conducted by: AN INDIVIDUAL. This statement was filed with the County Clerk of Los Angeles County on 12/02/2013. The business information in this statement is true and correct. (A registrant who declares as true information which he or she knows to be false, is guilty of a crime.) SIGNED: ANDREW HSIANG TRINH/OWNER. Publish: Mountain Views News — [748, 797, 886, 894]
notice-body: The following person(s) has/have withdrawn as a general partner(s) from the partnership operating under the fictitious business name of CRUCORE MARKETING, 6556 BELLAIRE AVE., NO. HOLLYWOOD, CA 91606. The fictitious business name statement for the partnership was filed on September 28, 2010, in the county of Los Angeles. The original file number of 2013244538. The full name and residence of the person(s) withdrawing as a partner(s): HERNANDEZ JONATHAN, 7011 LEXINGTON AVE., WEST HOLLYWOOD, CA 90038. This statement was filed with the County Clerk of Los Angeles on 11/26/2013. I declare that all information in this statement is true and correct. (A registrant who declares as true, information which he or she knows to be false, is guilty of a crime.) SIGNED: JONATHAN HERNANDEZ. Publish: Mountain Views News — [748, 1716, 886, 1834]
legal-notice — [28, 853, 165, 977]
notice-dates-pub: Dates Pub: November 30, December 07, 14, 21, 2013 — [604, 984, 734, 990]
notice-heading: FICTITIOUS BUSINESS NAME STATEMENT — [748, 610, 867, 617]
notice-body: The following person(s) is (are) doing business as: BRADSHAW LANDSCAPE & MAINTENANCE, 5632 VAN NUYS BLVD. #357, VAN NUYS, CA 91401. Full name of registrant(s) is (are) RONALD BEAMONE, 5632 VAN NUYS BLVD. #357, VAN NUYS, CA 91401. This Business is conducted by: AN INDIVIDUAL. Signed: RONALD BEAMONE. This statement was filed with the County Clerk of Los Angeles County on 11/27/2013. The registrant(s) has (have) commenced to transact business under the fictitious business name or names listed above on 10/01/2013. NOTICE- This Fictitious Name Statement expires five years from the date it was filed in the office of the County Clerk. A new Fictitious Business Name Statement must be filed prior to that date. The filing of this statement does not of itself authorize the use in this state of a Fictitious Business Name in violation of the rights of another under Federal, State, or common law (See section 14411 et seq. Business and Professions Code)Publish: Mountain Views News — [172, 1557, 310, 1695]
notice-heading: File No. 2013-246451 — [748, 300, 802, 306]
notice-dates-pub: Dates Pub: December 14, 21, 28, 2013 January 04, 2014 — [28, 1488, 164, 1495]
notice-dates-pub: Dates Pub: December 14, 21, 28, 2013 January 04, 2014 — [892, 1101, 1029, 1108]
legal-notice — [172, 411, 309, 563]
notice-body: The following person(s) is (are) doing business as: HDEZ MAINTENANCE, 13997 ASTORIA ST. #D104, SYLMAR, CA 91342. Full name of registrant(s) is (are) JUAN FERNANDEZ, 13997 ASTORIA ST. #D104, SYLMAR, CA 91342. This Business is conducted by: AN INDIVIDUAL. Signed: JUAN FERNANDEZ. This statement was filed with the County Clerk of Los Angeles County on 11/26/2013. The registrant(s) has (have) commenced to transact business under the fictitious business name or names listed above on N/A. NOTICE- This Fictitious Name Statement expires five years from the date it was filed in the office of the County Clerk. A new Fictitious Business Name Statement must be filed prior to that date. The filing of this statement does not of itself authorize the use in this state of a Fictitious Business Name in violation of the rights of another under Federal, State, or common law (See section 14411 et seq. Business and Professions Code)Publish: Mountain Views News — [316, 873, 454, 1004]
legal-notice — [893, 956, 1030, 1108]
notice-dates-pub: Dates Pub: December 14, 21, 28, 2013 January 04, 2014 — [460, 1357, 596, 1364]
notice-heading: File No. 2013-246138 — [748, 617, 802, 624]
notice-heading: FICTITIOUS BUSINESS NAME STATEMENT — [316, 541, 434, 548]
notice-body: The following person(s) HALDO ROBLES, CARLA SALAS, has/have abandoned the use of the fictitious business name: W.R.C.S. SALES, 1951 E. 114th ST., L.A., CA 90059. The fictitious business name referred to above was filed on 04/30/2013, in the county of Los Angeles. The original file number of 2013089135. The business was conducted by: CO-PARTNERS. This statement was filed with the County Clerk of Los Angeles County on 11/25/2013. The business information in this statement is true and correct. (A registrant who declares as true information which he or she knows to be false, is guilty of a crime.) SIGNED: CARLA SALAS/PARTNER. Publish: Mountain Views News — [28, 1523, 166, 1619]
notice-body: The following person(s) is (are) doing business as: WATERFALL PRODUCE, 315 E. 69th ST., L.A., CA 90003. Full name of registrant(s) is (are) EDUARDO NAZARIO, 315 E. 69th ST., L.A., CA 90003. This business is conducted by: AN INDIVIDUAL. Signed: EDUARDO NAZARIO. This statement was filed with the County Clerk of Los Angeles County on 12/02/2013. The registrant(s) has (have) commenced to transact business under the fictitious business name or names listed above on N/A. NOTICE- This Fictitious Name Statement expires five years from the date it was filed in the office of the County Clerk. A new Fictitious Business Name Statement must be filed prior to that date. The filing of this statement does not of itself authorize the use in this state of a Fictitious Business Name in violation of the rights of another under Federal, State, or common law (See section 14411 et seq. Business and Professions Code)Publish: Mountain Views News — [316, 1212, 454, 1343]
notice-heading: STATEMENT OF ABANDONMENT OF USE OF FICTITIOUS BUSINESS NAME — [28, 1509, 151, 1523]
notice-heading: FILE NO. 2013-243990 — [748, 1039, 807, 1046]
legal-notice — [893, 1281, 1030, 1433]
notice-dates-pub: Dates Pub: December 14, 21, 28, 2013 January 04, 2014 — [748, 120, 885, 127]
notice-body: The following person(s) is (are) doing business as: GP PAINTING, 4712 S. GRAMERCY PL., L.A., CA 90062. Full name of registrant(s) is (are) GILBERTO PORTILLO PAINTING, INC., 4712 S. GRAMERCY PL., L.A., CA 90062. This Business is conducted by: A CORPORATION. Signed: GILBERTO PORTILLO. This statement was filed with the County Clerk of Los Angeles County on 12/03/2013. The registrant(s) has (have) commenced to transact business under the fictitious business name or names listed above on 01/01/1995. NOTICE- This Fictitious Name Statement expires five years from the date it was filed in the office of the County Clerk. A new Fictitious Business Name Statement must be filed prior to that date. The filing of this statement does not of itself authorize the use in this state of a Fictitious Business Name in violation of the rights of another under Federal, State, or common law (See section 14411 et seq. Business and Professions Code)Publish: Mountain Views News — [604, 1668, 742, 1799]
legal-notice — [460, 1046, 597, 1205]
legal-notice — [605, 1654, 742, 1806]
notice-heading: FICTITIOUS BUSINESS NAME STATEMENT — [748, 293, 867, 300]
notice-body: The following person(s) MARLENE SANDOVAL, SAUL MORENO, has/have abandoned the use of the fictitious business name: LA UNIVERSAL MAGAZINE, 4737 E. BROADWAY STE 228, L.A., CA 90022. The fictitious business name referred to above was filed on 10/13/2011, in the county of Los Angeles. The original file number of 2011098127. The business was conducted by: CO-PARTNERS. This statement was filed with the County Clerk of Los Angeles County on 11/25/2013. The business information in this statement is true and correct. (A registrant who declares as true information which he or she knows to be false, is guilty of a crime.) SIGNED: MARLENE SANDOVAL/OWNER. Publish: Mountain Views News — [748, 1191, 886, 1288]
notice-body: The following person(s) is (are) doing business as: YOURWATERPRODUCTS.COM, 10650 REAGAN ST. #387, LOS ALAMITOS, CA 90720. Full name of registrant(s) is (are) CAREY BERGMAN, ASHLEY BERGMAN, 10650 REAGAN ST. #387, LOS ALAMITOS, CA 90720. This Business is conducted by: CO-PARTNERS. Signed: CAREY BERGMAN. This statement was filed with the County Clerk of Los Angeles County on 12/02/2013. The registrant(s) has (have) commenced to transact business under the fictitious business name or names listed above on N/A. NOTICE- This Fictitious Name Statement expires five years from the date it was filed in the office of the County Clerk. A new Fictitious Business Name Statement must be filed prior to that date. The filing of this statement does not of itself authorize the use in this state of a Fictitious Business Name in violation of the rights of another under Federal, State, or common law (See section 14411 et seq. Business and Professions Code)Publish: Mountain Views News — [748, 624, 886, 762]
legal-notice — [316, 1516, 453, 1675]
notice-body: The following person(s) KATRINA Q. TRAN, has/have abandoned the use of the fictitious business name: MARYS HAIR AND NAIL, 12864 PIONEER BLVD., NORWALK, CA 90650. The fictitious business name referred to above was filed on 10/14/2011, in the county of Los Angeles. The original file number of 2011124191. The business was conducted by: AN INDIVIDUAL. This statement was filed with the County Clerk of Los Angeles County on 11/26/2013. The business information in this statement is true and correct. (A registrant who declares as true information which he or she knows to be false, is guilty of a crime.) SIGNED: KATRINA Q. TRAN/OWNER. Publish: Mountain Views News — [28, 1391, 166, 1488]
notice-heading: FICTITIOUS BUSINESS NAME STATEMENT — [1036, 92, 1155, 99]
notice-heading: FICTITIOUS BUSINESS NAME STATEMENT — [892, 956, 1011, 963]
notice-heading: File No. 2013-246138 — [316, 1523, 370, 1530]
notice-body: The following person(s) is (are) doing business as: WORLD LIMO SERVICES, 178 S. OXFORD AVE. #100, L.A., CA 90004. Full name of registrant(s) is (are) ARIEL RIVAS, 178 S. OXFORD AVE. #100, L.A., CA 90004. This Business is conducted by: AN INDIVIDUAL. Signed: ARIEL RIVAS. This statement was filed with the County Clerk of Los Angeles County on 11/25/2013. The registrant(s) has (have) commenced to transact business under the fictitious business name or names listed above on N/A. NOTICE- This Fictitious Name Statement expires five years from the date it was filed in the office of the County Clerk. A new Fictitious Business Name Statement must be filed prior to that date. The filing of this statement does not of itself authorize the use in this state of a Fictitious Business Name in violation of the rights of another under Federal, State, or common law (See section 14411 et seq. Business and Professions Code)Publish: Mountain Views News — [28, 410, 166, 541]
notice-heading: STATEMENT OF ABANDONMENT OF USE OF FICTITIOUS BUSINESS NAME — [316, 1688, 440, 1702]
notice-heading: File No. 2013-246451 — [316, 1205, 370, 1212]
notice-dates-pub: Dates Pub: December 14, 21, 28, 2013 January 04, 2014 — [316, 1025, 452, 1032]
notice-dates-pub: Dates Pub: December 14, 21, 28, 2013 January 04, 2014 — [604, 313, 741, 320]
notice-dates-pub: Dates Pub: December 14, 21, 28, 2013 January 04, 2014 — [316, 527, 452, 534]
legal-notice — [28, 1634, 165, 1786]
notice-heading: FILE NO. 2013-246698 — [748, 908, 807, 915]
legal-notice — [460, 604, 597, 728]
notice-body: The following person(s) is (are) doing business as: HDEZ MAINTENANCE, 13997 ASTORIA ST. #D104, SYLMAR, CA 91342. Full name of registrant(s) is (are) JUAN FERNANDEZ, 13997 ASTORIA ST. #D104, SYLMAR, CA 91342. This Business is conducted by: AN INDIVIDUAL. Signed: JUAN FERNANDEZ. This statement was filed with the County Clerk of Los Angeles County on 11/26/2013. The registrant(s) has (have) commenced to transact business under the fictitious business name or names listed above on N/A. NOTICE- This Fictitious Name Statement expires five years from the date it was filed in the office of the County Clerk. A new Fictitious Business Name Statement must be filed prior to that date. The filing of this statement does not of itself authorize the use in this state of a Fictitious Business Name in violation of the rights of another under Federal, State, or common law (See section 14411 et seq. Business and Professions Code)Publish: Mountain Views News — [1036, 921, 1174, 1053]
notice-heading: FICTITIOUS BUSINESS NAME STATEMENT — [316, 1039, 434, 1046]
notice-dates-pub: Dates Pub: December 14, 21, 28, 2013 January 04, 2014 — [316, 1668, 452, 1675]
notice-body: The following person(s) KATRINA Q. TRAN, has/have abandoned the use of the fictitious business name: MARYS HAIR AND NAIL, 12864 PIONEER BLVD., NORWALK, CA 90650. The fictitious business name referred to above was filed on 10/14/2011, in the county of Los Angeles. The original file number of 2011124191. The business was conducted by: AN INDIVIDUAL. This statement was filed with the County Clerk of Los Angeles County on 11/26/2013. The business information in this statement is true and correct. (A registrant who declares as true information which he or she knows to be false, is guilty of a crime.) SIGNED: KATRINA Q. TRAN/OWNER. Publish: Mountain Views News — [460, 493, 598, 590]
legal-notice — [172, 1544, 309, 1703]
notice-body: Mountain Views News — [748, 113, 804, 120]
notice-heading: STATEMENT OF ABANDONMENT OF USE OF FICTITIOUS BUSINESS NAME — [748, 783, 872, 797]
notice-dates-pub: Dates Pub: December 14, 21, 28, 2013 January 04, 2014 — [460, 1032, 596, 1039]
notice-heading: File No. 2013-243164 — [172, 92, 226, 99]
notice-heading: FICTITIOUS BUSINESS NAME STATEMENT — [892, 1281, 1011, 1288]
notice-dates-pub: Dates Pub: December 14, 21, 28, 2013 January 04, 2014 — [460, 1682, 596, 1688]
notice-dates-pub: Dates Pub: December 14, 21, 28, 2013 January 04, 2014 — [748, 1834, 885, 1841]
notice-heading: File No. 2013-246903 — [1036, 597, 1091, 604]
legal-notice — [893, 791, 1030, 950]
legal-notice — [460, 735, 597, 887]
legal-notice — [28, 58, 165, 72]
notice-body: The following person(s) is (are) doing business as: ASSOCIATED ENVIRONMENTAL MANAGEMENT, 3435 WILSHIRE BLVD. #1520, L.A., CA 90010. Full name of registrant(s) is (are) PROJECT WORKS, LLC, 3435 WILSHIRE BLVD. #1520, L.A., CA 90010. This Business is conducted by: A LIMITED LIABILITY COMPANY. Signed: STEVEN LUI. This statement was filed with the County Clerk of Los Angeles County on 12/05/2013. The registrant(s) has (have) commenced to transact business under the fictitious business name or names listed above on N/A. NOTICE- This Fictitious Name Statement expires five years from the date it was filed in the office of the County Clerk. A new Fictitious Business Name Statement must be filed prior to that date. The filing of this statement does not of itself authorize the use in this state of a Fictitious Business Name in violation of the rights of another under Federal, State, or common law (See section 14411 et seq. Business and Professions Code)Publish: Mountain Views News — [892, 1129, 1030, 1267]
notice-body: The following person(s) is (are) doing business as: A+COMPUTER SERVICES, 1532½ TONAWANDA AVE., L.A., CA 90041. Full name of registrant(s) is (are) RONALD DELA CRUZ, 1532½ TONAWANDA AVE., L.A., CA 90041. This Business is conducted by: AN INDIVIDUAL. Signed: RONALD DELA CRUZ. This statement was filed with the County Clerk of Los Angeles County on 11/26/2013. The registrant(s) has (have) commenced to transact business under the fictitious business name or names listed above on N/A. NOTICE- This Fictitious Name Statement expires five years from the date it was filed in the office of the County Clerk. A new Fictitious Business Name Statement must be filed prior to that date. The filing of this statement does not of itself authorize the use in this state of a Fictitious Business Name in violation of the rights of another under Federal, State, or common law (See section 14411 et seq. Business and Professions Code)Publish: Mountain Views News — [892, 320, 1030, 451]
notice-dates-pub: Dates Pub: December 14, 21, 28, 2013 January 04, 2014 — [172, 237, 308, 244]
notice-heading: File No. 2013-246903 — [316, 548, 370, 555]
notice-dates-pub: Dates Pub: December 14, 21, 28, 2013 January 04, 2014 — [604, 1799, 741, 1806]
notice-heading: FICTITIOUS BUSINESS NAME STATEMENT — [892, 465, 1011, 472]
notice-heading: STATEMENT OF ABANDONMENT OF USE OF FICTITIOUS BUSINESS NAME — [748, 1308, 872, 1322]
legal-notice — [893, 307, 1030, 459]
notice-body: The following person(s) is (are) doing business as: W & C TRUCKING, 8419 SAN ANTONIO AV., SOUTH GATE, CA 90280. Full name of registrant(s) is (are) WERNER AMAYA, 8419 SAN ANTONIO AV., SOUTH GATE, CA 90280. This Business is conducted by: AN INDIVIDUAL. Signed: WERNER AMAYA. This statement was filed with the County Clerk of Los Angeles County on 12/02/2013. The registrant(s) has (have) commenced to transact business under the fictitious business name or names listed above on 12/02/2001. NOTICE- This Fictitious Name Statement expires five years from the date it was filed in the office of the County Clerk. A new Fictitious Business Name Statement must be filed prior to that date. The filing of this statement does not of itself authorize the use in this state of a Fictitious Business Name in violation of the rights of another under Federal, State, or common law (See section 14411 et seq. Business and Professions Code)Publish: Mountain Views News — [748, 147, 886, 279]
notice-dates-pub: Dates Pub: December 14, 21, 28, 2013 January 04, 2014 — [604, 797, 741, 804]
notice-dates-pub: Dates Pub: December 14, 21, 28, 2013 January 04, 2014 — [748, 1412, 885, 1419]
notice-dates-pub: Dates Pub: December 14, 21, 28, 2013 January 04, 2014 — [316, 1343, 452, 1350]
notice-heading: FICTITIOUS BUSINESS NAME STATEMENT — [604, 161, 723, 168]
notice-body: The following person(s) is (are) doing business as: GLOBAL TRAVEL AGENCY, 1710 S. DEL MAR AVE. RM #221, SAN GABRIEL, CA 91776. Full name of registrant(s) is (are) LONG TENG (USA) GROUP, 4140 TYLER AVE., EL MONTE, CA 91731. This Business is conducted by: A CORPORATION. Signed: JING SHI. This statement was filed with the County Clerk of Los Angeles County on 12/02/2013. The registrant(s) has (have) commenced to transact business under the fictitious business name or names listed above on N/A. NOTICE- This Fictitious Name Statement expires five years from the date it was filed in the office of the County Clerk. A new Fictitious Business Name Statement must be filed prior to that date. The filing of this statement does not of itself authorize the use in this state of a Fictitious Business Name in violation of the rights of another under Federal, State, or common law (See section 14411 et seq. Business and Professions Code)Publish: Mountain Views News — [604, 1509, 742, 1640]
notice-dates-pub: Dates Pub: December 14, 21, 28, 2013 January 04, 2014 — [892, 451, 1029, 458]
notice-body: The following person(s) AKIHIKO KOTANI, has/have abandoned the use of the fictitious business name: K INNOVATIVE ENTERPRISES, 433 S. LAKE ST. #423, L.A., CA 90057. The fictitious business name referred to above was filed on 11/20/2012, in the county of Los Angeles. The original file number of 2012231447. The business was conducted by: AN INDIVIDUAL. This statement was filed with the County Clerk of Los Angeles County on 11/25/2013. The business information in this statement is true and correct. (A registrant who declares as true information which he or she knows to be false, is guilty of a crime.) SIGNED: AKIHIKO KOTANI/OWNER. Publish: Mountain Views News — [460, 106, 598, 203]
notice-heading: File No. 2013-247911 — [604, 493, 658, 500]
notice-heading: STATEMENT OF WITHDRAWL FROM PARTNERSHIP OPERATING UNDER FICTITIOUS BUSINESS NAME — [748, 1854, 880, 1875]
footer-email[interactable]: Email: editor@mtnviewsnews.com — [674, 1926, 853, 1941]
legal-notice — [316, 376, 453, 535]
notice-heading: FILE NO. 2013-243356 — [28, 1115, 86, 1122]
notice-body: The following person(s) is (are) doing business as: HDEZ MAINTENANCE, 13997 ASTORIA ST. #D104, SYLMAR, CA 91342. Full name of registrant(s) is (are) JUAN FERNANDEZ, 13997 ASTORIA ST. #D104, SYLMAR, CA 91342. This Business is conducted by: AN INDIVIDUAL. Signed: JUAN FERNANDEZ. This statement was filed with the County Clerk of Los Angeles County on 11/26/2013. The registrant(s) has (have) commenced to transact business under the fictitious business name or names listed above on N/A. NOTICE- This Fictitious Name Statement expires five years from the date it was filed in the office of the County Clerk. A new Fictitious Business Name Statement must be filed prior to that date. The filing of this statement does not of itself authorize the use in this state of a Fictitious Business Name in violation of the rights of another under Federal, State, or common law (See section 14411 et seq. Business and Professions Code)Publish: Mountain Views News — [604, 58, 886, 1916]
notice-dates-pub: Dates Pub: December 14, 21, 28, 2013 January 04, 2014 — [604, 1149, 741, 1156]
notice-body: The following person(s) is (are) doing business as: ANTOJITOS LUPITA ESTILO MICHOACAN, 2635 E. GAGE AVE., HUNTINGTON PARK, CA 90255. Full name of registrant(s) is (are) MARLENE SANDOVAL VALVERDE, 6013 HOOPER AVE., L.A., CA 90001. This Business is conducted by: AN INDIVIDUAL. Signed: MARLENE SANDOVAL VALVERDE. This statement was filed with the County Clerk of Los Angeles County on 11/25/2013. The registrant(s) has (have) commenced to transact business under the fictitious business name or names listed above on N/A. NOTICE- This Fictitious Name Statement expires five years from the date it was filed in the office of the County Clerk. A new Fictitious Business Name Statement must be filed prior to that date. The filing of this statement does not of itself authorize the use in this state of a Fictitious Business Name in violation of the rights of another under Federal, State, or common law (See section 14411 et seq. Business and Professions Code)Publish: Mountain Views News — [172, 749, 310, 887]
notice-heading: File No. 2013-246644 — [604, 1336, 658, 1343]
notice-dates-pub: Dates Pub: December 14, 21, 28, 2013 January 04, 2014 — [604, 472, 741, 479]
legal-notice — [460, 86, 597, 210]
notice-body: The following person(s) is (are) doing business as: ECHO PARK APPLIANCES AND PLUS, 1406 W. SUNSET BLVD. UNIT D, L.A., CA 90026. Full name of registrant(s) is (are) HOPE SMITH, 1406 W. SUNSET BLVD. UNIT D, L.A., CA 90026. This Business is conducted by: AN INDIVIDUAL. Signed: HOPE SMITH. This statement was filed with the County Clerk of Los Angeles County on 12/02/2013. The registrant(s) has (have) commenced to transact business under the fictitious business name or names listed above on N/A. NOTICE- This Fictitious Name Statement expires five years from the date it was filed in the office of the County Clerk. A new Fictitious Business Name Statement must be filed prior to that date. The filing of this statement does not of itself authorize the use in this state of a Fictitious Business Name in violation of the rights of another under Federal, State, or common law (See section 14411 et seq. Business and Professions Code)Publish: Mountain Views News — [316, 389, 454, 527]
notice-dates-pub: Dates Pub: December 14, 21, 28, 2013 January 04, 2014 — [604, 1315, 741, 1322]
notice-heading: FICTITIOUS BUSINESS NAME STATEMENT — [172, 1384, 290, 1391]
notice-heading: FILE NO. 2013-243376 — [28, 1246, 86, 1253]
notice-heading: File No. 2013-242939 — [172, 742, 226, 749]
notice-heading: File No. 2013-246690 — [172, 908, 226, 915]
notice-heading: FICTITIOUS BUSINESS NAME STATEMENT — [604, 486, 723, 493]
notice-body: Mountain Views News — [1036, 71, 1092, 78]
notice-heading: FICTITIOUS BUSINESS NAME STATEMENT — [28, 237, 146, 244]
notice-heading: FICTITIOUS BUSINESS NAME STATEMENT — [604, 1329, 723, 1336]
notice-heading: FILE NO. 2013-238373 — [28, 1792, 86, 1799]
notice-heading: File No. 2013-245548 — [892, 1605, 947, 1612]
notice-heading: File No. 2013-249504 — [892, 1122, 947, 1129]
notice-body: The following person(s) is (are) doing business as: ALVAREZ MAINTENANCE, 16862 VERDURA AV., PARAMOUNT, CA 90723. Full name of registrant(s) is (are) OSWALDO ALVAREZ MIRANDA, 16862 VERDURA AV., PARAMOUNT, CA 90723. This Business is conducted by: AN INDIVIDUAL. Signed: OSWALDO ALVAREZ MIRANDA. This statement was filed with the County Clerk of Los Angeles County on 11/25/2013. The registrant(s) has (have) commenced to transact business under the fictitious business name or names listed above on N/A. NOTICE- This Fictitious Name Statement expires five years from the date it was filed in the office of the County Clerk. A new Fictitious Business Name Statement must be filed prior to that date. The filing of this statement does not of itself authorize the use in this state of a Fictitious Business Name in violation of the rights of another under Federal, State, or common law (See section 14411 et seq. Business and Professions Code)Publish: Mountain Views News — [460, 1543, 598, 1682]
notice-dates-pub: Dates Pub: December 14, 21, 28, 2013 January 04, 2014 — [1036, 244, 1173, 251]
notice-heading: FICTITIOUS BUSINESS NAME STATEMENT — [604, 645, 723, 652]
legal-notice — [316, 701, 453, 853]
notice-dates-pub: Dates Pub: December 14, 21, 28, 2013 January 04, 2014 — [748, 762, 885, 769]
notice-body: The following person(s) MARLENE SANDOVAL, SAUL MORENO, has/have abandoned the use of the fictitious business name: LA UNIVERSAL MAGAZINE, 4737 E. BROADWAY STE 228, L.A., CA 90022. The fictitious business name referred to above was filed on 10/13/2011, in the county of Los Angeles. The original file number of 2011098127. The business was conducted by: CO-PARTNERS. This statement was filed with the County Clerk of Los Angeles County on 11/25/2013. The business information in this statement is true and correct. (A registrant who declares as true information which he or she knows to be false, is guilty of a crime.) SIGNED: MARLENE SANDOVAL/OWNER. Publish: Mountain Views News — [460, 237, 598, 334]
legal-notice — [893, 1115, 1030, 1274]
notice-dates-pub: Dates Pub: December 14, 21, 28, 2013 January 04, 2014 — [748, 894, 885, 901]
legal-notice — [893, 625, 1030, 784]
notice-body: The following person(s) has/have withdrawn as a general partner(s) from the partnership operating under the fictitious business name of ELITE AUTOMOTIVE REPAIR, 7940 GARFIELD AVE., BELL GARDENS, CA 90201. The fictitious business name statement for the partnership was filed on August 15, 2015, in the county of Los Angeles. The original file number of 2013170835. The full name and residence of the person(s) withdrawing as a partner(s): ARTURO LUNA, 10741 LAKEWOOD BLVD., DOWNEY, CA 90241. This statement was filed with the County Clerk of Los Angeles on 11/19/2013. I declare that all information in this statement is true and correct. (A registrant who declares as true, information which he or she knows to be false, is guilty of a crime.) SIGNED: ARTURO LUNA. Publish: Mountain Views News — [28, 58, 310, 1917]
notice-heading: File No. 2013-242940 — [28, 403, 82, 410]
notice-dates-pub: Dates Pub: December 14, 21, 28, 2013 January 04, 2014 — [172, 1529, 308, 1536]
legal-notice — [28, 397, 165, 549]
notice-body: The following person(s) is (are) doing business as: BABI EYEBROWS THREADING, 18521 GRIDLEY ST., ARTESIA, CA 90701. Full name of registrant(s) is (are) JHAMAK P. NIRAULA, 18521 GRIDLEY ST., ARTESIA, CA 90701. This Business is conducted by: AN INDIVIDUAL. Signed: JHAMAK P. NIRAULA. This statement was filed with the County Clerk of Los Angeles County on 12/04/2013. The registrant(s) has (have) commenced to transact business under the fictitious business name or names listed above on N/A. NOTICE- This Fictitious Name Statement expires five years from the date it was filed in the office of the County Clerk. A new Fictitious Business Name Statement must be filed prior to that date. The filing of this statement does not of itself authorize the use in this state of a Fictitious Business Name in violation of the rights of another under Federal, State, or common law (See section 14411 et seq. Business and Professions Code)Publish: Mountain Views News — [172, 1239, 310, 1371]
notice-heading: FICTITIOUS BUSINESS NAME STATEMENT — [1036, 258, 1155, 265]
notice-dates-pub: Dates Pub: December 14, 21, 28, 2013 January 04, 2014 — [892, 1267, 1029, 1274]
notice-heading: File No. 2013-247514 — [1036, 265, 1091, 272]
legal-notice — [316, 1682, 453, 1806]
notice-heading: FILE NO. 2013-243376 — [748, 1302, 807, 1309]
notice-heading: FICTITIOUS BUSINESS NAME STATEMENT — [172, 569, 290, 576]
notice-dates-pub: Dates Pub: December 14, 21, 28, 2013 January 04, 2014 — [892, 127, 1029, 134]
notice-body: The following person(s) is (are) doing business as: BRADSHAW LANDSCAPE & MAINTENANCE, 5632 VAN NUYS BLVD. #357, VAN NUYS, CA 91401. Full name of registrant(s) is (are) RONALD BEAMONE, 5632 VAN NUYS BLVD. #357, VAN NUYS, CA 91401. This Business is conducted by: AN INDIVIDUAL. Signed: RONALD BEAMONE. This statement was filed with the County Clerk of Los Angeles County on 11/27/2013. The registrant(s) has (have) commenced to transact business under the fictitious business name or names listed above on 10/01/2013. NOTICE- This Fictitious Name Statement expires five years from the date it was filed in the office of the County Clerk. A new Fictitious Business Name Statement must be filed prior to that date. The filing of this statement does not of itself authorize the use in this state of a Fictitious Business Name in violation of the rights of another under Federal, State, or common law (See section 14411 et seq. Business and Professions Code)Publish: Mountain Views News — [892, 1612, 1030, 1751]
notice-body: The following person(s) is (are) doing business as: ALVAREZ MAINTENANCE, 16862 VERDURA AV., PARAMOUNT, CA 90723. Full name of registrant(s) is (are) OSWALDO ALVAREZ MIRANDA, 16862 VERDURA AV., PARAMOUNT, CA 90723. This Business is conducted by: AN INDIVIDUAL. Signed: OSWALDO ALVAREZ MIRANDA. This statement was filed with the County Clerk of Los Angeles County on 11/25/2013. The registrant(s) has (have) commenced to transact business under the fictitious business name or names listed above on N/A. NOTICE- This Fictitious Name Statement expires five years from the date it was filed in the office of the County Clerk. A new Fictitious Business Name Statement must be filed prior to that date. The filing of this statement does not of itself authorize the use in this state of a Fictitious Business Name in violation of the rights of another under Federal, State, or common law (See section 14411 et seq. Business and Professions Code)Publish: Mountain Views News — [172, 583, 310, 721]
notice-heading: FICTITIOUS BUSINESS NAME STATEMENT — [460, 1212, 579, 1219]
notice-heading: STATEMENT OF ABANDONMENT OF USE OF FICTITIOUS BUSINESS NAME — [28, 1378, 151, 1391]
